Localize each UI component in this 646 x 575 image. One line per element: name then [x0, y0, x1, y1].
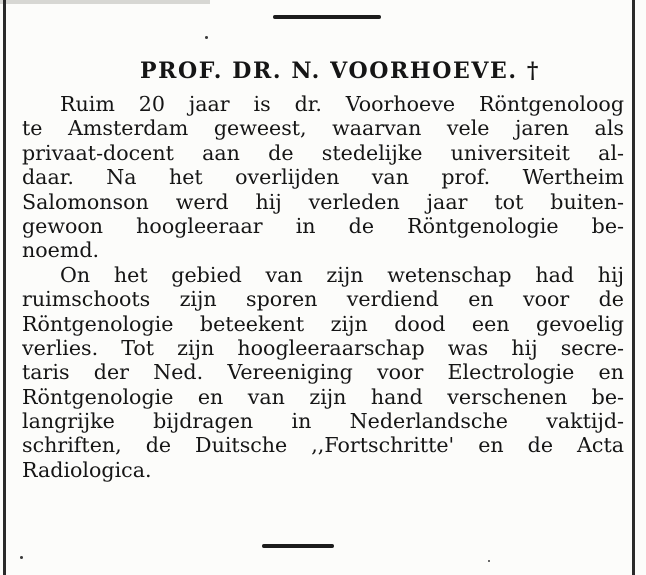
text-line: taris der Ned. Vereeniging voor Electrologie en	[22, 360, 624, 385]
text-line: verlies. Tot zijn hoogleeraarschap was hij secre-	[22, 335, 624, 360]
text-line: te Amsterdam geweest, waarvan vele jaren als	[22, 116, 624, 141]
text-line: Röntgenologie beteekent zijn dood een gevoelig	[22, 311, 624, 336]
text-line: Radiologica.	[22, 457, 152, 482]
bottom-separator-rule	[262, 544, 334, 548]
top-edge-remnant	[0, 0, 210, 4]
left-column-rule	[3, 0, 6, 575]
text-line: On het gebied van zijn wetenschap had hij	[60, 262, 624, 287]
paragraph-1	[22, 92, 624, 263]
text-line: privaat-docent aan de stedelijke universiteit al-	[22, 140, 624, 165]
text-line: gewoon hoogleeraar in de Röntgenologie be-	[22, 213, 624, 238]
print-speck	[20, 556, 23, 559]
text-line: ruimschoots zijn sporen verdiend en voor de	[22, 287, 624, 312]
paragraph-2	[22, 263, 624, 483]
article-body	[22, 92, 624, 482]
text-line: Ruim 20 jaar is dr. Voorhoeve Röntgenoloog	[60, 92, 624, 116]
text-line: noemd.	[22, 238, 100, 263]
article-title: PROF. DR. N. VOORHOEVE. †	[139, 58, 541, 84]
text-line: schriften, de Duitsche ,,Fortschritte' en de Acta	[22, 433, 624, 458]
top-separator-rule	[273, 15, 381, 19]
text-line: langrijke bijdragen in Nederlandsche vaktijd-	[22, 409, 624, 434]
print-speck	[205, 36, 208, 39]
text-line: daar. Na het overlijden van prof. Wertheim	[22, 165, 624, 190]
right-column-rule	[632, 0, 635, 575]
text-line: Röntgenologie en van zijn hand verschenen be-	[22, 384, 624, 409]
text-line: Salomonson werd hij verleden jaar tot buiten-	[22, 189, 624, 214]
print-speck	[488, 560, 490, 562]
